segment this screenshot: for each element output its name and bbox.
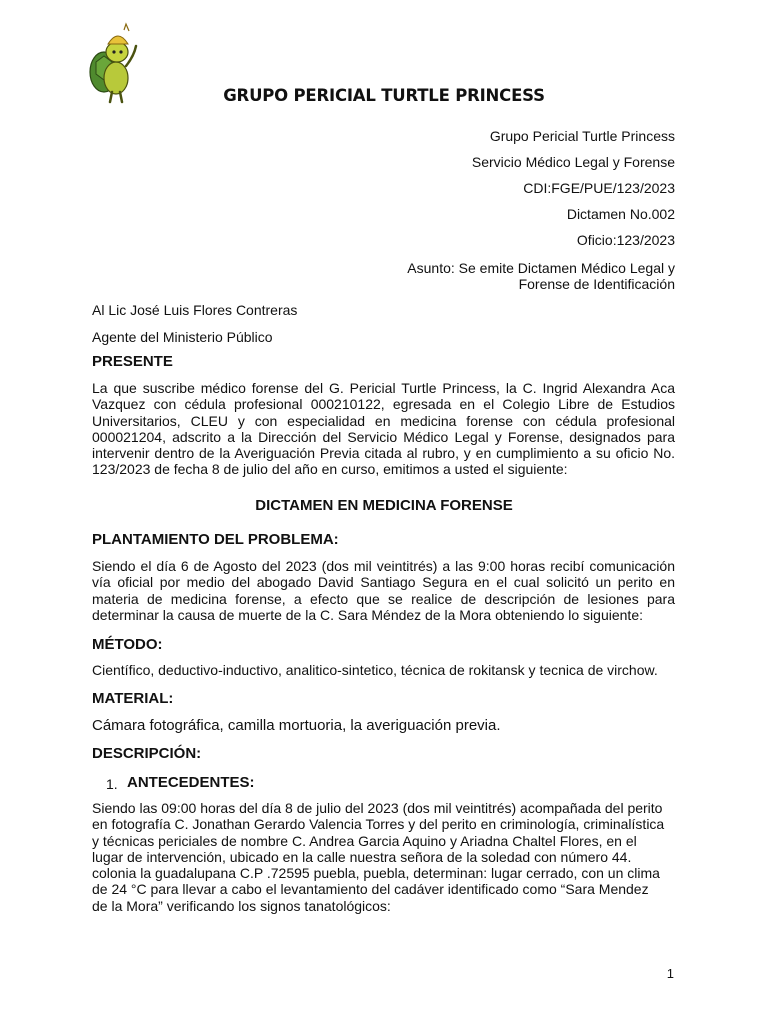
antecedentes-line: y técnicas periciales de nombre C. Andrea Garcia Aquino y Ariadna Chaltel Flores, en el <box>92 832 637 849</box>
metodo-heading: MÉTODO: <box>92 636 163 653</box>
addressee-name: Al Lic José Luis Flores Contreras <box>92 302 298 318</box>
header-line-service: Servicio Médico Legal y Forense <box>471 154 675 170</box>
planteamiento-heading: PLANTAMIENTO DEL PROBLEMA: <box>92 531 339 548</box>
subject-line-2: Forense de Identificación <box>518 276 675 292</box>
planteamiento-line: Siendo el día 6 de Agosto del 2023 (dos mil veintitrés) a las 9:00 horas recibí comunicación <box>92 558 675 574</box>
antecedentes-line: colonia la guadalupana C.P .72595 puebla, puebla, determinan: lugar cerrado, con un clima <box>92 865 660 882</box>
addressee-role: Agente del Ministerio Público <box>92 329 273 345</box>
presente-heading: PRESENTE <box>92 353 173 370</box>
header-line-cdi: CDI:FGE/PUE/123/2023 <box>523 180 675 196</box>
intro-line: 123/2023 de fecha 8 de julio del año en curso, emitimos a usted el siguiente: <box>92 461 568 478</box>
descripcion-heading: DESCRIPCIÓN: <box>92 745 202 762</box>
antecedentes-line: de 24 °C para llevar a cabo el levantamiento del cadáver identificado como “Sara Mendez <box>92 881 649 898</box>
subject-line-1: Asunto: Se emite Dictamen Médico Legal y <box>407 260 675 276</box>
header-line-organization: Grupo Pericial Turtle Princess <box>489 128 675 144</box>
dictamen-heading: DICTAMEN EN MEDICINA FORENSE <box>255 497 513 514</box>
material-heading: MATERIAL: <box>92 690 174 707</box>
planteamiento-paragraph <box>92 558 675 623</box>
intro-line: La que suscribe médico forense del G. Pericial Turtle Princess, la C. Ingrid Alexandra Aca <box>92 380 675 396</box>
intro-line: Universitarios, CLEU y con especialidad en medicina forense con cédula profesional <box>92 412 675 429</box>
header-line-dictamen-number: Dictamen No.002 <box>566 206 675 222</box>
intro-line: 000021204, adscrito a la Dirección del Servicio Médico Legal y Forense, designados para <box>92 428 675 445</box>
page-number: 1 <box>666 966 674 981</box>
planteamiento-line: vía oficial por medio del abogado David Santiago Segura en el cual solicitó un perito en <box>92 574 675 591</box>
header-line-oficio: Oficio:123/2023 <box>576 232 675 248</box>
intro-line: Vazquez con cédula profesional 000210122, egresada en el Colegio Libre de Estudios <box>92 396 675 413</box>
antecedentes-line: en fotografía C. Jonathan Gerardo Valencia Torres y del perito en criminología, criminalística <box>92 816 665 833</box>
intro-paragraph <box>92 380 675 478</box>
antecedentes-line: Siendo las 09:00 horas del día 8 de julio del 2023 (dos mil veintitrés) acompañada del perito <box>92 800 663 816</box>
antecedentes-heading: ANTECEDENTES: <box>127 774 255 791</box>
list-number: 1. <box>106 776 118 792</box>
antecedentes-line: de la Mora” verificando los signos tanatológicos: <box>92 897 391 914</box>
metodo-text: Científico, deductivo-inductivo, analitico-sintetico, técnica de rokitansk y tecnica de virchow. <box>92 662 658 678</box>
document-title: GRUPO PERICIAL TURTLE PRINCESS <box>223 86 545 105</box>
antecedentes-paragraph <box>92 800 675 914</box>
planteamiento-line: materia de medicina forense, a efecto que se realice de descripción de lesiones para <box>92 590 675 607</box>
intro-line: intervenir dentro de la Averiguación Previa citada al rubro, y en cumplimiento a su oficio No. <box>92 445 675 462</box>
antecedentes-line: lugar de intervención, ubicado en la calle nuestra señora de la soledad con número 44. <box>92 848 632 865</box>
material-text: Cámara fotográfica, camilla mortuoria, la averiguación previa. <box>92 717 501 734</box>
planteamiento-line: determinar la causa de muerte de la C. Sara Méndez de la Mora obteniendo lo siguiente: <box>92 606 643 623</box>
